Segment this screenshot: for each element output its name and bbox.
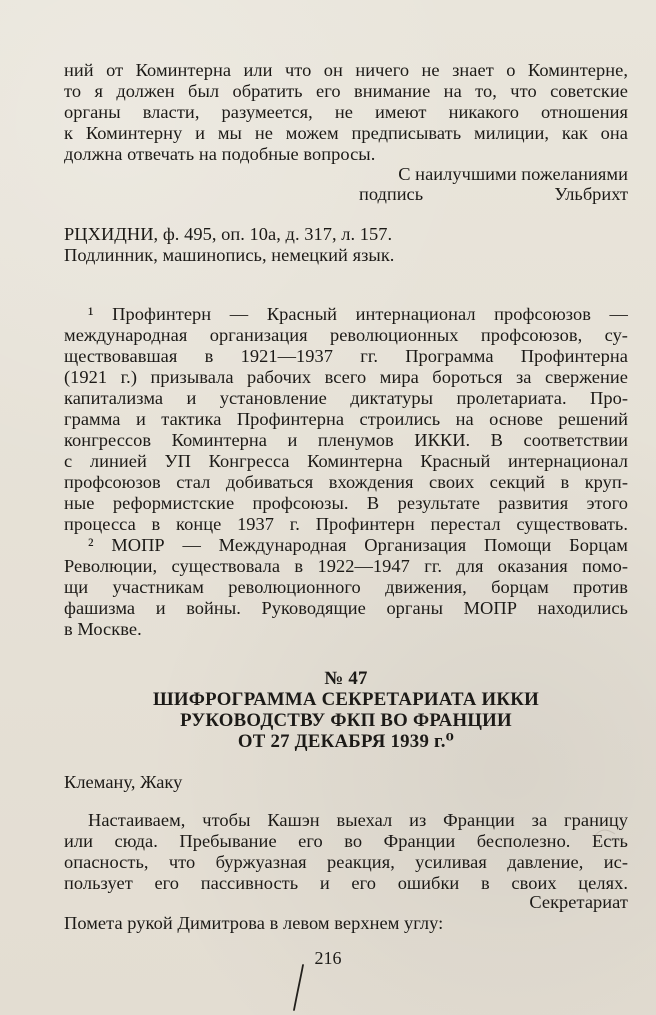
- secretariat-signature: Секретариат: [529, 892, 628, 912]
- body-line-2: или сюда. Пребывание его во Франции бесполезно. Есть: [64, 831, 628, 851]
- footnote-2-line-2: Революции, существовала в 1922—1947 гг. для оказания помо-: [64, 556, 628, 576]
- letter-end-line-2: то я должен был обратить его внимание на то, что советские: [64, 81, 628, 101]
- ink-stroke-mark: [287, 964, 311, 1012]
- archive-description: Подлинник, машинопись, немецкий язык.: [64, 245, 395, 265]
- footnote-1-line-8: с линией УП Конгресса Коминтерна Красный интернационал: [64, 451, 628, 471]
- footnote-1-line-6: грамма и тактика Профинтерна строились на основе решений: [64, 409, 628, 429]
- footnote-1-line-5: капитализма и установление диктатуры пролетариата. Про-: [64, 388, 628, 408]
- letter-end-line-4: к Коминтерну и мы не можем предписывать милиции, как она: [64, 123, 628, 143]
- letter-end-line-5: должна отвечать на подобные вопросы.: [64, 144, 376, 164]
- footnote-2-line-4: фашизма и войны. Руководящие органы МОПР находились: [64, 598, 628, 618]
- footnote-1-line-11: процесса в конце 1937 г. Профинтерн перестал существовать.: [64, 514, 628, 534]
- body-line-3: опасность, что буржуазная реакция, усиливая давление, ис-: [64, 852, 628, 872]
- footnote-2-line-5: в Москве.: [64, 619, 142, 639]
- footnote-1-line-1: ¹ Профинтерн — Красный интернационал профсоюзов —: [88, 304, 628, 324]
- footnote-1-line-7: конгрессов Коминтерна и пленумов ИККИ. В соответствии: [64, 430, 628, 450]
- body-line-1: Настаиваем, чтобы Кашэн выехал из Франции за границу: [88, 810, 628, 830]
- letter-end-line-3: органы власти, разумеется, не имеют никакого отношения: [64, 102, 628, 122]
- page-number: 216: [314, 948, 342, 968]
- dimitrov-note: Помета рукой Димитрова в левом верхнем углу:: [64, 913, 444, 933]
- signature-row: [64, 184, 628, 206]
- document-title-line-1: ШИФРОГРАММА СЕКРЕТАРИАТА ИККИ: [152, 689, 540, 710]
- footnote-1-line-2: международная организация революционных профсоюзов, су-: [64, 325, 628, 345]
- body-line-4: пользует его пассивность и его ошибки в своих целях.: [64, 873, 628, 893]
- document-title-line-3: ОТ 27 ДЕКАБРЯ 1939 г.⁰: [237, 731, 455, 752]
- footnote-1-line-4: (1921 г.) призывала рабочих всего мира бороться за свержение: [64, 367, 628, 387]
- signature-name: Ульбрихт: [554, 184, 628, 204]
- footnote-2-line-1: ² МОПР — Международная Организация Помощи Борцам: [88, 535, 628, 555]
- document-title-line-2: РУКОВОДСТВУ ФКП ВО ФРАНЦИИ: [180, 710, 512, 731]
- document-number: № 47: [324, 668, 368, 689]
- addressees: Клеману, Жаку: [64, 772, 183, 792]
- footnote-1-line-3: ществовавшая в 1921—1937 гг. Программа Профинтерна: [64, 346, 628, 366]
- footnote-2-line-3: щи участникам революционного движения, борцам против: [64, 577, 628, 597]
- closing-wishes: С наилучшими пожеланиями: [398, 164, 628, 184]
- faint-scan-mark: [593, 827, 617, 840]
- archive-reference: РЦХИДНИ, ф. 495, оп. 10а, д. 317, л. 157.: [64, 224, 393, 244]
- footnote-1-line-9: профсоюзов стал добиваться вхождения своих секций в круп-: [64, 472, 628, 492]
- footnote-1-line-10: ные реформистские профсоюзы. В результате развития этого: [64, 493, 628, 513]
- signature-label: подпись: [359, 184, 424, 204]
- letter-end-line-1: ний от Коминтерна или что он ничего не знает о Коминтерне,: [64, 60, 628, 80]
